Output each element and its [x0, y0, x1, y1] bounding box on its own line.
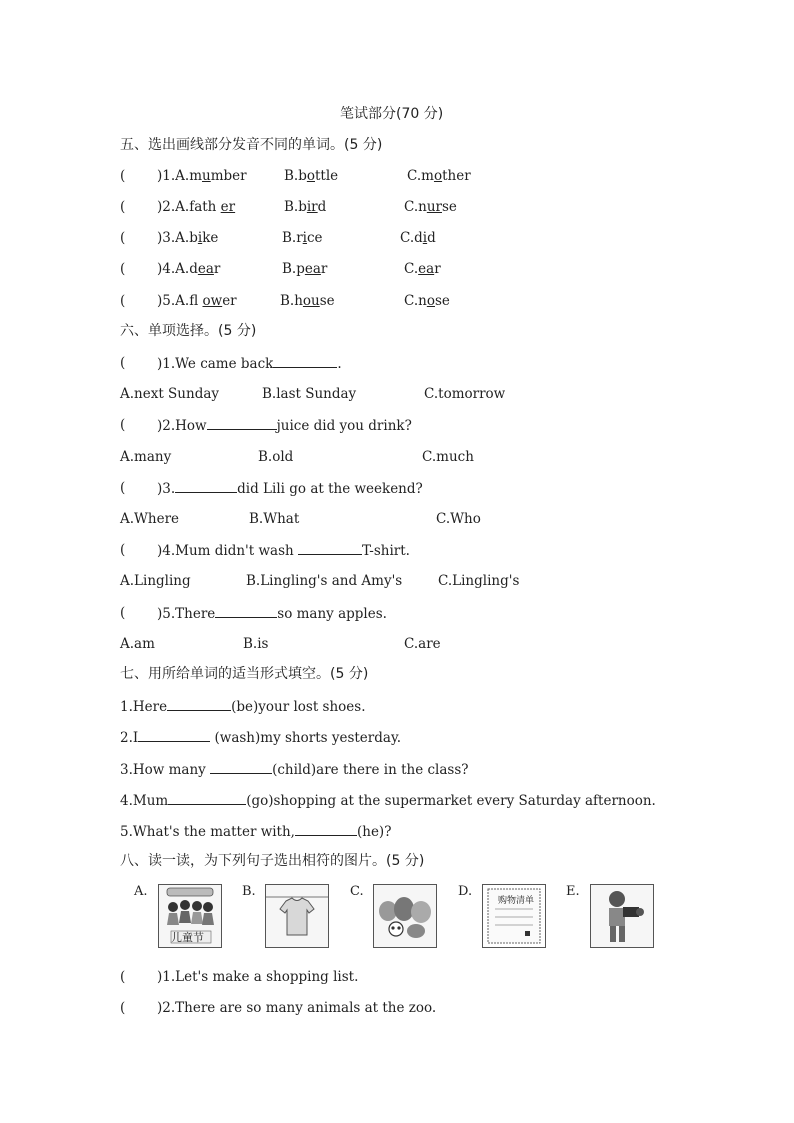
option-c-underline: o: [426, 293, 435, 309]
section-6-header: 六、单项选择。(5 分): [120, 323, 257, 339]
answer-paren: (: [120, 168, 126, 184]
section-7-header: 七、用所给单词的适当形式填空。(5 分): [120, 666, 369, 682]
s6-q1-option-a: A.next Sunday: [120, 386, 220, 402]
option-b-text-end: r: [320, 261, 328, 277]
picture-label-a: A.: [134, 884, 148, 899]
question-stem: 5.What's the matter with,: [120, 824, 295, 840]
option-a-underline: i: [197, 230, 203, 246]
answer-paren: (: [120, 605, 126, 621]
question-stem-end: (he)?: [356, 824, 392, 840]
question-stem: )3.: [157, 481, 176, 497]
answer-blank[interactable]: [207, 416, 277, 430]
answer-paren: (: [120, 1000, 126, 1016]
camera-person-icon: [591, 885, 653, 947]
answer-paren: (: [120, 417, 126, 433]
section-5-header: 五、选出画线部分发音不同的单词。(5 分): [120, 137, 383, 153]
question-stem: 2.I: [120, 730, 139, 746]
option-c-text: C.: [404, 261, 419, 277]
option-a-text-end: er: [222, 293, 237, 309]
option-a-text: d: [189, 261, 198, 277]
option-c-text: C.n: [404, 293, 427, 309]
question-stem-end: (wash)my shorts yesterday.: [210, 730, 402, 746]
question-stem-end: (go)shopping at the supermarket every Saturday afternoon.: [246, 793, 656, 809]
option-a-underline: ea: [197, 261, 214, 277]
question-number: )4.A.: [157, 261, 190, 277]
answer-blank[interactable]: [215, 604, 277, 618]
question-stem: 3.How many: [120, 762, 211, 778]
question-number: )3.A.: [157, 230, 190, 246]
answer-paren: (: [120, 969, 126, 985]
question-stem: 4.Mum: [120, 793, 169, 809]
page-title: 笔试部分(70 分): [340, 106, 444, 122]
option-c-underline: ea: [418, 261, 435, 277]
children-day-picture: [158, 884, 222, 948]
option-b-text: B.b: [284, 168, 307, 184]
s6-q5-option-c: C.are: [404, 636, 441, 652]
option-c-text-end: r: [434, 261, 441, 277]
s7-question-4: [120, 791, 656, 810]
option-b-text: B.p: [282, 261, 305, 277]
picture-label-e: E.: [566, 884, 580, 899]
question-stem: )1.We came back: [157, 356, 274, 372]
answer-blank[interactable]: [273, 354, 337, 368]
option-b-text-end: d: [317, 199, 327, 215]
picture-label-c: C.: [350, 884, 364, 899]
option-c-underline: o: [433, 168, 443, 184]
s6-q2-option-b: B.old: [258, 449, 294, 465]
option-b-underline: o: [306, 168, 315, 184]
question-stem: )5.There: [157, 606, 216, 622]
option-c-text-end: ther: [442, 168, 471, 184]
question-stem: )1.Let's make a shopping list.: [157, 969, 359, 985]
s6-q4-option-c: C.Lingling's: [438, 573, 520, 589]
answer-blank[interactable]: [167, 697, 231, 711]
s6-q5-option-b: B.is: [243, 636, 269, 652]
section-8-header: 八、读一读，为下列句子选出相符的图片。(5 分): [120, 853, 425, 869]
option-b-text: B.r: [282, 230, 303, 246]
option-a-text-end: r: [213, 261, 221, 277]
s6-q3-option-a: A.Where: [120, 511, 180, 527]
question-stem: 1.Here: [120, 699, 168, 715]
option-c-text-end: d: [427, 230, 436, 246]
s6-q5-option-a: A.am: [120, 636, 155, 652]
option-b-underline: ea: [304, 261, 321, 277]
photographer-picture: [590, 884, 654, 948]
option-a-underline: ow: [202, 293, 223, 309]
option-b-underline: ou: [302, 293, 320, 309]
option-b-text-end: ttle: [315, 168, 339, 184]
s6-q1-option-b: B.last Sunday: [262, 386, 357, 402]
answer-paren: (: [120, 261, 126, 277]
answer-paren: (: [120, 542, 126, 558]
option-c-text: C.d: [400, 230, 423, 246]
option-b-text: B.b: [284, 199, 307, 215]
picture-label-b: B.: [242, 884, 256, 899]
option-b-text: B.h: [280, 293, 303, 309]
option-c-underline: i: [422, 230, 428, 246]
question-stem-end: T-shirt.: [362, 543, 410, 559]
option-c-underline: ur: [426, 199, 442, 215]
option-c-text-end: se: [434, 293, 450, 309]
option-b-underline: i: [302, 230, 307, 246]
s7-question-1: [120, 697, 366, 716]
answer-paren: (: [120, 230, 126, 246]
answer-paren: (: [120, 355, 126, 371]
picture-label-d: D.: [458, 884, 473, 899]
children-day-caption: 儿童节: [171, 931, 204, 944]
option-c-text: C.m: [407, 168, 434, 184]
s6-q2-option-c: C.much: [422, 449, 474, 465]
zoo-animals-picture: [373, 884, 437, 948]
option-a-text: m: [189, 168, 203, 184]
t-shirt-picture: [265, 884, 329, 948]
answer-paren: (: [120, 480, 126, 496]
shopping-list-caption: 购物清单: [498, 896, 535, 906]
answer-blank[interactable]: [138, 728, 210, 742]
question-stem-end: .: [337, 356, 342, 372]
option-b-text-end: se: [319, 293, 335, 309]
option-a-text: fl: [189, 293, 203, 309]
s6-q4-option-a: A.Lingling: [120, 573, 191, 589]
option-c-text: C.n: [404, 199, 427, 215]
question-number: )5.A.: [157, 293, 190, 309]
answer-blank[interactable]: [168, 791, 246, 805]
answer-blank[interactable]: [298, 541, 362, 555]
s6-q2-option-a: A.many: [120, 449, 172, 465]
answer-paren: (: [120, 293, 126, 309]
question-stem-end: juice did you drink?: [276, 418, 412, 434]
option-b-underline: ir: [306, 199, 318, 215]
s6-q3-option-b: B.What: [249, 511, 300, 527]
option-a-text-end: ke: [202, 230, 219, 246]
answer-blank[interactable]: [175, 479, 237, 493]
option-a-underline: u: [202, 168, 211, 184]
answer-paren: (: [120, 199, 126, 215]
question-stem-end: did Lili go at the weekend?: [237, 481, 423, 497]
option-a-text: fath: [189, 199, 221, 215]
question-number: )2.A.: [157, 199, 190, 215]
option-c-text-end: se: [442, 199, 457, 215]
shopping-list-picture: [482, 884, 546, 948]
s7-question-5: [120, 822, 391, 841]
s6-q1-option-c: C.tomorrow: [424, 386, 506, 402]
answer-blank[interactable]: [210, 760, 272, 774]
option-a-underline: er: [220, 199, 236, 215]
question-stem: )2.How: [157, 418, 207, 434]
question-stem-end: (child)are there in the class?: [272, 762, 469, 778]
t-shirt-icon: [266, 885, 328, 947]
question-stem: )4.Mum didn't wash: [157, 543, 298, 559]
question-number: )1.A.: [157, 168, 190, 184]
option-a-text: b: [189, 230, 198, 246]
s7-question-3: [120, 760, 469, 779]
s6-q4-option-b: B.Lingling's and Amy's: [246, 573, 403, 589]
question-stem-end: (be)your lost shoes.: [231, 699, 366, 715]
option-a-text-end: mber: [210, 168, 247, 184]
animals-icon: [374, 885, 436, 947]
question-stem-end: so many apples.: [277, 606, 387, 622]
s6-q3-option-c: C.Who: [436, 511, 481, 527]
question-stem: )2.There are so many animals at the zoo.: [157, 1000, 437, 1016]
option-b-text-end: ce: [307, 230, 323, 246]
s7-question-2: [120, 728, 401, 747]
answer-blank[interactable]: [295, 822, 357, 836]
